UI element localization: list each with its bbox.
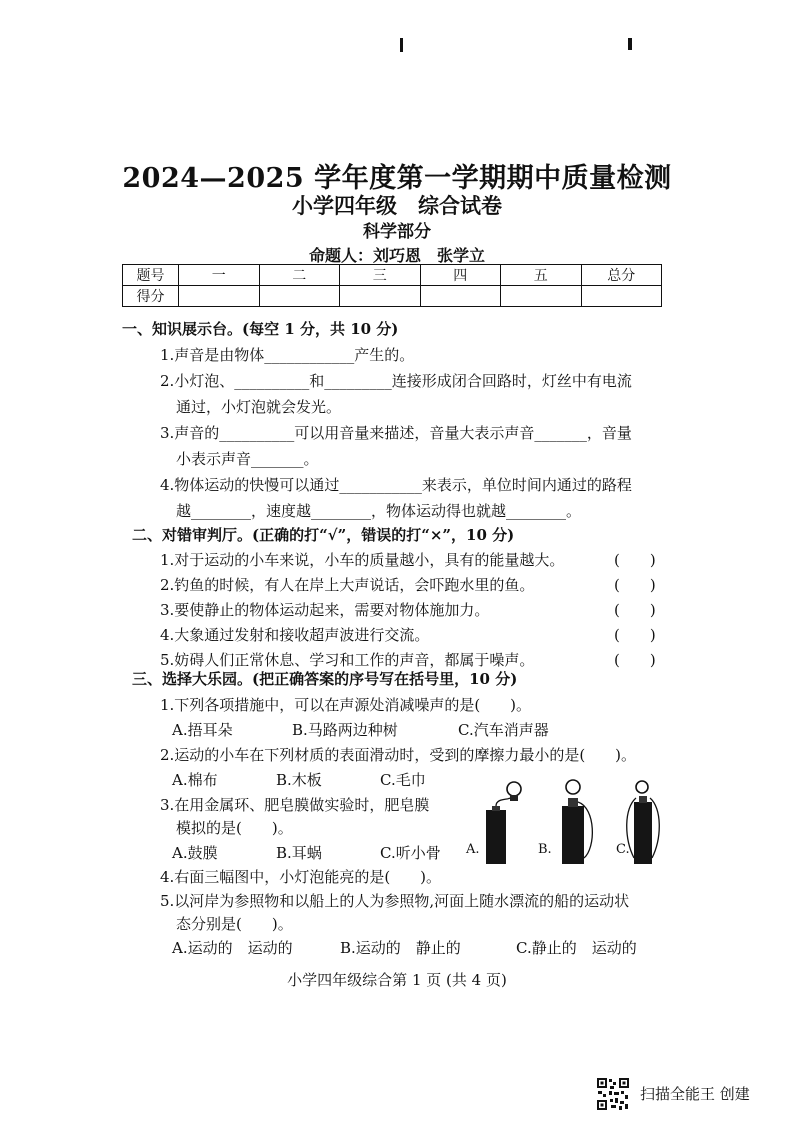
- answer-paren[interactable]: ( ): [614, 551, 656, 569]
- judgment-item: 2.钓鱼的时候，有人在岸上大声说话，会吓跑水里的鱼。: [160, 576, 535, 594]
- table-cell: 总分: [581, 265, 662, 286]
- figure-label: A.: [466, 842, 480, 857]
- table-cell: 五: [501, 265, 582, 286]
- choice-option: B.运动的 静止的: [340, 939, 461, 957]
- battery-bulb-circuit-a-icon: [480, 778, 528, 866]
- choice-option: C.静止的 运动的: [516, 939, 637, 957]
- part1-line: 1.声音是由物体____________产生的。: [160, 346, 415, 364]
- scan-mark: [400, 38, 403, 52]
- answer-paren[interactable]: ( ): [614, 626, 656, 644]
- choice-question: 模拟的是( )。: [176, 819, 293, 837]
- circuit-figures: [466, 778, 666, 868]
- judgment-item: 4.大象通过发射和接收超声波进行交流。: [160, 626, 430, 644]
- part1-line: 4.物体运动的快慢可以通过___________来表示，单位时间内通过的路程: [160, 476, 632, 494]
- score-cell[interactable]: [179, 286, 260, 307]
- choice-question: 3.在用金属环、肥皂膜做实验时，肥皂膜: [160, 796, 430, 814]
- part1-line: 3.声音的__________可以用音量来描述，音量大表示声音_______，音量: [160, 424, 632, 442]
- part1-line: 越________，速度越________，物体运动得也就越________。: [176, 502, 582, 520]
- table-row: [123, 286, 662, 307]
- part1-line: 通过，小灯泡就会发光。: [176, 398, 342, 416]
- part1-line: 2.小灯泡、__________和_________连接形成闭合回路时，灯丝中有电流: [160, 372, 632, 390]
- table-cell: 三: [340, 265, 421, 286]
- choice-option: A.棉布: [172, 771, 218, 789]
- score-cell[interactable]: [340, 286, 421, 307]
- exam-title: 2024—2025 学年度第一学期期中质量检测: [122, 163, 672, 194]
- qr-code-icon: [596, 1077, 630, 1111]
- choice-option: A.运动的 运动的: [172, 939, 293, 957]
- choice-question: 2.运动的小车在下列材质的表面滑动时，受到的摩擦力最小的是( )。: [160, 746, 637, 764]
- table-row: [123, 265, 662, 286]
- scanner-watermark: 扫描全能王 创建: [640, 1085, 750, 1103]
- authors: 命题人：刘巧恩 张学立: [308, 246, 485, 265]
- choice-question: 5.以河岸为参照物和以船上的人为参照物,河面上随水漂流的船的运动状: [160, 892, 630, 910]
- judgment-item: 3.要使静止的物体运动起来，需要对物体施加力。: [160, 601, 490, 619]
- exam-subtitle: 小学四年级 综合试卷: [292, 193, 502, 218]
- choice-option: B.马路两边种树: [292, 721, 398, 739]
- choice-option: B.耳蜗: [276, 844, 322, 862]
- choice-option: C.汽车消声器: [458, 721, 549, 739]
- table-cell: 一: [179, 265, 260, 286]
- battery-bulb-circuit-b-icon: [552, 778, 602, 866]
- score-table: [122, 264, 662, 307]
- choice-option: A.鼓膜: [172, 844, 218, 862]
- choice-question: 4.右面三幅图中，小灯泡能亮的是( )。: [160, 868, 442, 886]
- judgment-item: 1.对于运动的小车来说，小车的质量越小，具有的能量越大。: [160, 551, 565, 569]
- figure-label: C.: [616, 842, 630, 857]
- table-cell: 二: [259, 265, 340, 286]
- answer-paren[interactable]: ( ): [614, 651, 656, 669]
- choice-question: 态分别是( )。: [176, 915, 293, 933]
- part3-heading: 三、选择大乐园。(把正确答案的序号写在括号里，10 分): [132, 670, 518, 688]
- choice-option: B.木板: [276, 771, 322, 789]
- answer-paren[interactable]: ( ): [614, 601, 656, 619]
- part2-heading: 二、对错审判厅。(正确的打“√”，错误的打“×”，10 分): [132, 526, 515, 544]
- scan-mark: [628, 38, 632, 50]
- part1-heading: 一、知识展示台。(每空 1 分，共 10 分): [122, 320, 399, 338]
- answer-paren[interactable]: ( ): [614, 576, 656, 594]
- part1-line: 小表示声音_______。: [176, 450, 319, 468]
- score-cell[interactable]: [420, 286, 501, 307]
- table-cell: 题号: [123, 265, 179, 286]
- figure-label: B.: [538, 842, 552, 857]
- choice-option: C.毛巾: [380, 771, 426, 789]
- section-name: 科学部分: [363, 222, 431, 242]
- judgment-item: 5.妨碍人们正常休息、学习和工作的声音，都属于噪声。: [160, 651, 535, 669]
- battery-bulb-circuit-c-icon: [626, 778, 666, 866]
- page-footer: 小学四年级综合第 1 页 (共 4 页): [287, 971, 507, 989]
- score-cell[interactable]: [581, 286, 662, 307]
- table-cell: 得分: [123, 286, 179, 307]
- table-cell: 四: [420, 265, 501, 286]
- score-cell[interactable]: [501, 286, 582, 307]
- choice-question: 1.下列各项措施中，可以在声源处消减噪声的是( )。: [160, 696, 532, 714]
- score-cell[interactable]: [259, 286, 340, 307]
- choice-option: A.捂耳朵: [172, 721, 233, 739]
- choice-option: C.听小骨: [380, 844, 441, 862]
